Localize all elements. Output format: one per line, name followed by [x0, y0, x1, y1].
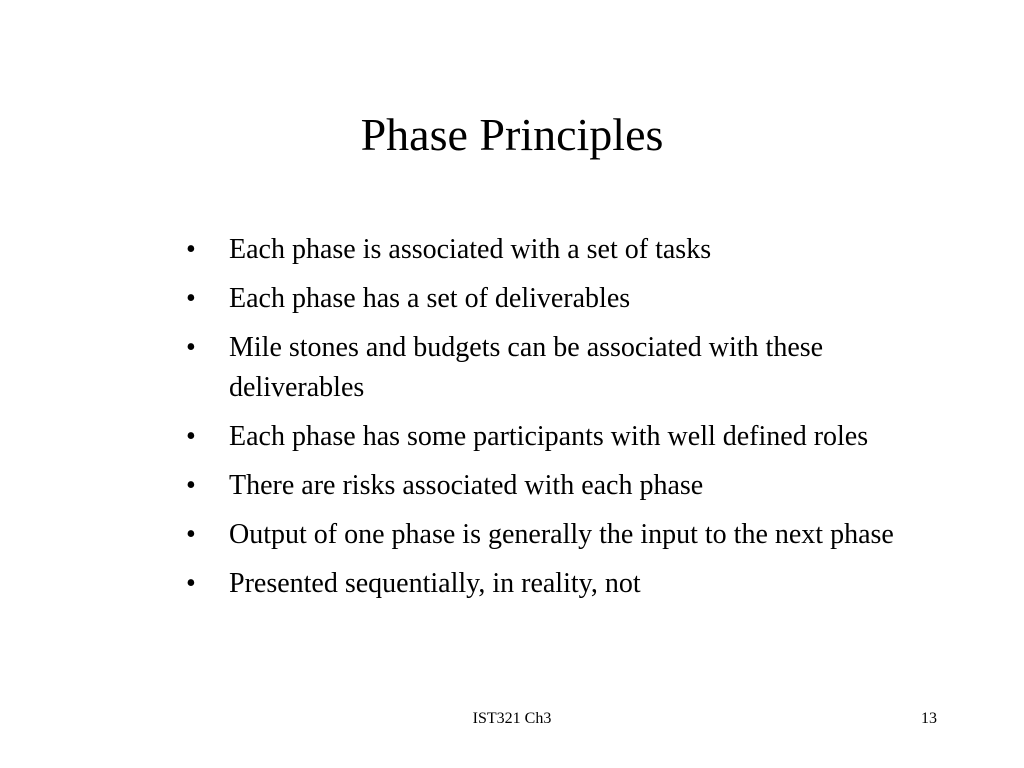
bullet-icon: •	[186, 332, 196, 363]
slide-title: Phase Principles	[360, 109, 664, 160]
bullet-item	[186, 564, 956, 604]
bullet-icon: •	[186, 568, 196, 599]
bullet-text: Each phase has some participants with well defined roles	[229, 421, 869, 452]
footer-page-number: 13	[921, 710, 937, 727]
bullet-text: Mile stones and budgets can be associated with these deliverables	[229, 332, 824, 403]
footer-course-label: IST321 Ch3	[472, 710, 552, 727]
bullet-icon: •	[186, 421, 196, 452]
bullet-text: There are risks associated with each phase	[229, 470, 704, 501]
bullet-text: Output of one phase is generally the input to the next phase	[229, 519, 894, 550]
bullet-list	[186, 230, 956, 613]
bullet-item	[186, 515, 956, 555]
bullet-item	[186, 417, 956, 457]
bullet-text: Each phase has a set of deliverables	[229, 283, 631, 314]
bullet-icon: •	[186, 234, 196, 265]
bullet-item	[186, 279, 956, 319]
bullet-icon: •	[186, 283, 196, 314]
bullet-item	[186, 466, 956, 506]
bullet-text: Presented sequentially, in reality, not	[229, 568, 641, 599]
bullet-item	[186, 328, 956, 408]
bullet-icon: •	[186, 470, 196, 501]
bullet-item	[186, 230, 956, 270]
bullet-text: Each phase is associated with a set of tasks	[229, 234, 712, 265]
bullet-icon: •	[186, 519, 196, 550]
